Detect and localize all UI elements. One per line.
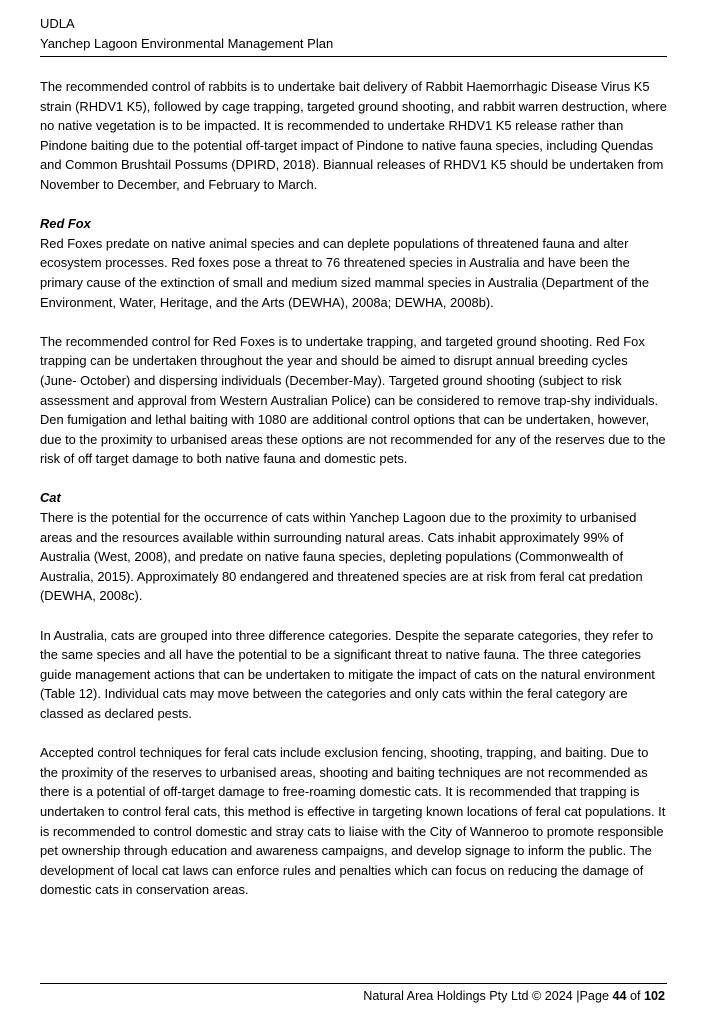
page-header — [40, 14, 667, 54]
header-title: Yanchep Lagoon Environmental Management Plan — [40, 36, 334, 51]
cat-paragraph-1: There is the potential for the occurrence of cats within Yanchep Lagoon due to the proximity to urbanised areas and the resources available within surrounding natural areas. Cats inhabit approximately 99% of Australia (West, 2008), and predate on native fauna species, depleting populations (Commonwealth of Australia, 2015). Approximately 80 endangered and threatened species are at risk from feral cat predation (DEWHA, 2008c). — [40, 510, 643, 604]
cat-heading: Cat — [40, 490, 61, 506]
footer-company: Natural Area Holdings Pty Ltd © 2024 |Page — [363, 989, 613, 1003]
header-org: UDLA — [40, 16, 75, 31]
document-body — [40, 77, 667, 900]
header-divider — [40, 56, 667, 57]
footer-page-total: 102 — [643, 989, 665, 1003]
page-footer — [363, 987, 665, 1005]
footer-page-current: 44 — [612, 989, 627, 1003]
footer-divider — [40, 983, 667, 984]
cat-paragraph-3: Accepted control techniques for feral cats include exclusion fencing, shooting, trapping, and baiting. Due to the proximity of the reserves to urbanised areas, shooting and baiting techniques are not recommended as there is a potential of off-target damage to free-roaming domestic cats. It is recommended that trapping is undertaken to control feral cats, this method is effective in targeting known locations of feral cat populations. It is recommended to control domestic and stray cats to liaise with the City of Wanneroo to promote responsible pet ownership through education and awareness campaigns, and develop signage to inform the public. The development of local cat laws can enforce rules and penalties which can focus on reducing the damage of domestic cats in conservation areas. — [40, 745, 666, 898]
footer-of: of — [626, 989, 644, 1003]
red-fox-heading: Red Fox — [40, 216, 91, 232]
cat-paragraph-2: In Australia, cats are grouped into three difference categories. Despite the separate categories, they refer to the same species and all have the potential to be a significant threat to native fauna. The three categories guide management actions that can be undertaken to mitigate the impact of cats on the natural environment (Table 12). Individual cats may move between the categories and only cats within the feral category are classed as declared pests. — [40, 627, 655, 721]
red-fox-paragraph-2: The recommended control for Red Foxes is to undertake trapping, and targeted ground shooting. Red Fox trapping can be undertaken throughout the year and should be aimed to disrupt annual breeding cycles (June- October) and dispersing individuals (December-May). Targeted ground shooting (subject to risk assessment and approval from Western Australian Police) can be considered to remove trap-shy individuals. Den fumigation and lethal baiting with 1080 are additional control options that can be undertaken, however, due to the proximity to urbanised areas these options are not recommended for any of the reserves due to the risk of off target damage to both native fauna and domestic pets. — [40, 333, 666, 467]
red-fox-paragraph-1: Red Foxes predate on native animal species and can deplete populations of threatened fauna and alter ecosystem processes. Red foxes pose a threat to 76 threatened species in Australia and have been the primary cause of the extinction of small and medium sized mammal species in Australia (Department of the Environment, Water, Heritage, and the Arts (DEWHA), 2008a; DEWHA, 2008b). — [40, 235, 649, 310]
rabbits-paragraph: The recommended control of rabbits is to undertake bait delivery of Rabbit Haemorrhagic Disease Virus K5 strain (RHDV1 K5), followed by cage trapping, targeted ground shooting, and rabbit warren destruction, where no native vegetation is to be impacted. It is recommended to undertake RHDV1 K5 release rather than Pindone baiting due to the potential off-target impact of Pindone to native fauna species, including Quendas and Common Brushtail Possums (DPIRD, 2018). Biannual releases of RHDV1 K5 should be undertaken from November to December, and February to March. — [40, 79, 667, 192]
